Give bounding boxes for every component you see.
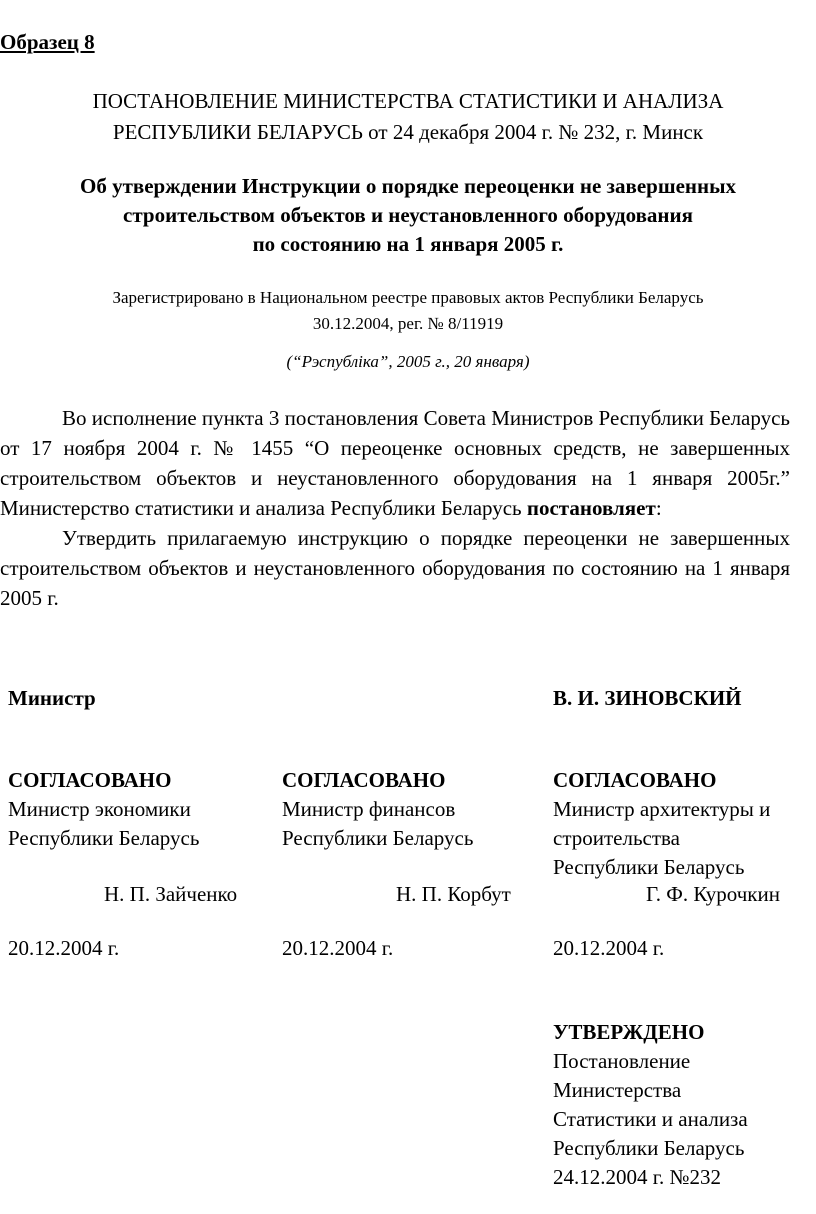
body-paragraph-1-end: : xyxy=(655,496,662,520)
title-line-2: строительством объектов и неустановленного оборудования xyxy=(123,203,693,227)
agreed-date-economy: 20.12.2004 г. xyxy=(8,936,120,960)
resolution-header xyxy=(0,86,816,148)
agreed-position-line: Республики Беларусь xyxy=(282,826,474,850)
agreed-position-line: Республики Беларусь xyxy=(8,826,200,850)
agreed-heading: СОГЛАСОВАНО xyxy=(553,768,717,792)
agreed-heading: СОГЛАСОВАНО xyxy=(282,768,446,792)
agreed-position-line: Министр архитектуры и xyxy=(553,797,771,821)
agreed-position-line: Республики Беларусь xyxy=(553,855,745,879)
agreed-column-finance xyxy=(282,766,473,853)
signature-title: Министр xyxy=(8,686,96,710)
agreed-column-architecture xyxy=(553,766,770,882)
title-line-3: по состоянию на 1 января 2005 г. xyxy=(252,232,564,256)
header-line-2: РЕСПУБЛИКИ БЕЛАРУСЬ от 24 декабря 2004 г. № 232, г. Минск xyxy=(112,120,704,144)
document-title xyxy=(0,172,816,259)
agreed-date-architecture: 20.12.2004 г. xyxy=(553,936,665,960)
registration-line-2: 30.12.2004, рег. № 8/11919 xyxy=(312,314,504,333)
signature-name: В. И. ЗИНОВСКИЙ xyxy=(553,686,742,710)
publication-note: (“Рэспубліка”, 2005 г., 20 января) xyxy=(286,352,530,371)
approved-heading: УТВЕРЖДЕНО xyxy=(553,1020,705,1044)
agreed-column-economy xyxy=(8,766,199,853)
registration-note xyxy=(0,285,816,337)
approved-line: Постановление xyxy=(553,1049,691,1073)
agreed-signer-name-economy: Н. П. Зайченко xyxy=(104,882,238,906)
approved-line: Статистики и анализа xyxy=(553,1107,748,1131)
title-line-1: Об утверждении Инструкции о порядке переоценки не завершенных xyxy=(80,174,736,198)
agreed-signer-name-architecture: Г. Ф. Курочкин xyxy=(646,882,780,906)
registration-line-1: Зарегистрировано в Национальном реестре правовых актов Республики Беларусь xyxy=(112,288,704,307)
approved-line: Республики Беларусь xyxy=(553,1136,745,1160)
body-paragraph-1 xyxy=(0,403,790,523)
resolution-body xyxy=(0,403,790,613)
decrees-word: постановляет xyxy=(526,496,656,520)
agreed-signer-name-finance: Н. П. Корбут xyxy=(396,882,511,906)
body-paragraph-1-text: Во исполнение пункта 3 постановления Совета Министров Республики Беларусь от 17 ноября 2004 г. № 1455 “О переоценке основных средств, не завершенных строительством объектов и неустановленного оборудования на 1 января 2005г.” Министерство статистики и анализа Республики Беларусь xyxy=(0,406,790,520)
body-paragraph-2: Утвердить прилагаемую инструкцию о порядке переоценки не завершенных строительством объектов и неустановленного оборудования по состоянию на 1 января 2005 г. xyxy=(0,526,790,610)
approved-line: Министерства xyxy=(553,1078,682,1102)
agreed-date-finance: 20.12.2004 г. xyxy=(282,936,394,960)
sample-label: Образец 8 xyxy=(0,30,95,54)
header-line-1: ПОСТАНОВЛЕНИЕ МИНИСТЕРСТВА СТАТИСТИКИ И АНАЛИЗА xyxy=(92,89,724,113)
agreed-position-line: строительства xyxy=(553,826,681,850)
approved-line: 24.12.2004 г. №232 xyxy=(553,1165,722,1189)
approved-block xyxy=(553,1018,748,1192)
agreed-heading: СОГЛАСОВАНО xyxy=(8,768,172,792)
agreed-position-line: Министр экономики xyxy=(8,797,191,821)
agreed-position-line: Министр финансов xyxy=(282,797,456,821)
